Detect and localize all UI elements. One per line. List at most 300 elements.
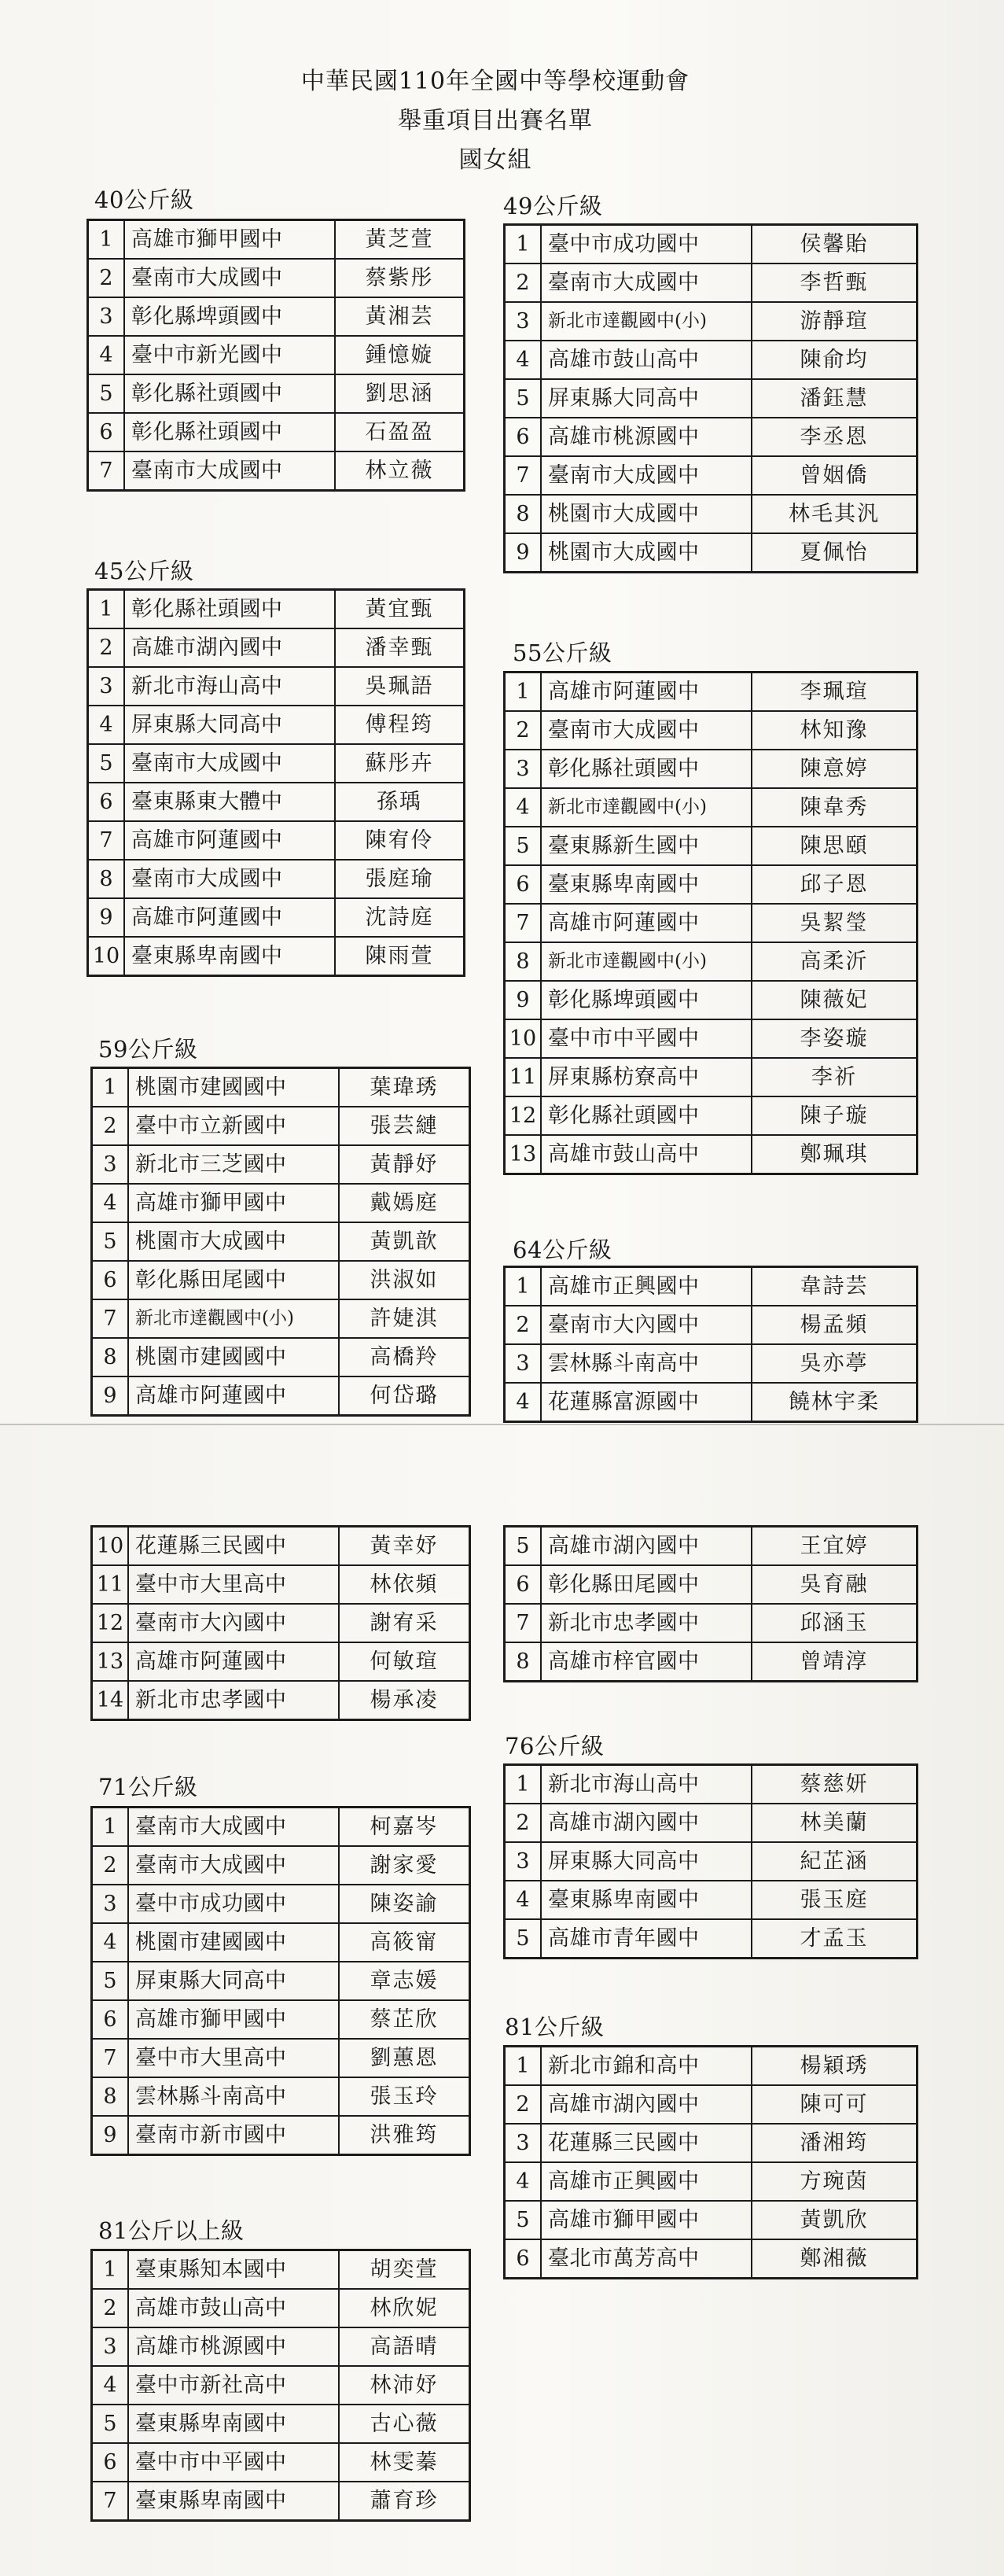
weight-class-71-title: 71公斤級 xyxy=(98,1774,198,1800)
athlete-name: 楊孟頻 xyxy=(752,1306,918,1344)
school-name: 雲林縣斗南高中 xyxy=(128,2077,339,2116)
school-name: 高雄市湖內國中 xyxy=(541,1527,752,1566)
table-row xyxy=(88,336,465,374)
entry-number: 1 xyxy=(505,1267,542,1306)
school-name: 臺南市大成國中 xyxy=(124,451,335,491)
table-row xyxy=(505,263,918,302)
school-name: 屏東縣大同高中 xyxy=(541,379,752,418)
school-name: 彰化縣社頭國中 xyxy=(124,413,335,451)
school-name: 臺東縣東大體中 xyxy=(124,783,335,821)
athlete-name: 葉瑋琇 xyxy=(339,1068,470,1107)
table-row xyxy=(505,495,918,533)
table-row xyxy=(88,220,465,260)
table-row xyxy=(505,1765,918,1804)
athlete-name: 侯馨貽 xyxy=(752,225,918,264)
school-name: 臺北市萬芳高中 xyxy=(541,2239,752,2279)
school-name: 新北市三芝國中 xyxy=(128,1145,339,1184)
athlete-name: 林知豫 xyxy=(752,711,918,750)
weight-class-59-table xyxy=(90,1067,471,1417)
entry-number: 6 xyxy=(92,2443,129,2482)
entry-number: 5 xyxy=(505,2201,542,2239)
athlete-name: 謝宥采 xyxy=(339,1604,470,1642)
entry-number: 4 xyxy=(505,788,542,827)
school-name: 高雄市阿蓮國中 xyxy=(128,1642,339,1681)
entry-number: 2 xyxy=(92,2289,129,2327)
school-name: 高雄市青年國中 xyxy=(541,1919,752,1959)
school-name: 彰化縣社頭國中 xyxy=(541,750,752,788)
entry-number: 6 xyxy=(505,865,542,904)
school-name: 彰化縣田尾國中 xyxy=(541,1565,752,1604)
table-row xyxy=(88,413,465,451)
sheet-page-2 xyxy=(0,1425,1004,2576)
athlete-name: 沈詩庭 xyxy=(335,898,465,937)
athlete-name: 黃凱欣 xyxy=(752,2201,918,2239)
weight-class-81-title: 81公斤級 xyxy=(505,2014,605,2040)
athlete-name: 張庭瑜 xyxy=(335,860,465,898)
table-row xyxy=(92,1923,470,1962)
school-name: 臺南市新市國中 xyxy=(128,2116,339,2155)
table-row xyxy=(88,783,465,821)
athlete-name: 游靜瑄 xyxy=(752,302,918,341)
athlete-name: 劉思涵 xyxy=(335,374,465,413)
table-row xyxy=(505,1096,918,1135)
school-name: 高雄市獅甲國中 xyxy=(541,2201,752,2239)
athlete-name: 陳意婷 xyxy=(752,750,918,788)
weight-class-49-title: 49公斤級 xyxy=(503,193,603,219)
athlete-name: 胡奕萱 xyxy=(339,2250,470,2290)
school-name: 臺東縣卑南國中 xyxy=(128,2482,339,2521)
entry-number: 7 xyxy=(505,456,542,495)
athlete-name: 傅程筠 xyxy=(335,706,465,744)
table-row xyxy=(88,667,465,706)
entry-number: 5 xyxy=(92,1962,129,2000)
entry-number: 10 xyxy=(92,1527,129,1566)
entry-number: 8 xyxy=(505,495,542,533)
school-name: 新北市達觀國中(小) xyxy=(541,302,752,341)
entry-number: 3 xyxy=(505,750,542,788)
school-name: 屏東縣大同高中 xyxy=(128,1962,339,2000)
entry-number: 3 xyxy=(88,297,125,336)
table-row xyxy=(505,1019,918,1058)
table-row xyxy=(505,2239,918,2279)
entry-number: 5 xyxy=(92,2405,129,2443)
entry-number: 1 xyxy=(92,2250,129,2290)
athlete-name: 邱子恩 xyxy=(752,865,918,904)
athlete-name: 黃芝萱 xyxy=(335,220,465,260)
athlete-name: 張芸縺 xyxy=(339,1107,470,1145)
athlete-name: 吳珮語 xyxy=(335,667,465,706)
table-row xyxy=(505,1267,918,1306)
entry-number: 3 xyxy=(92,2327,129,2366)
school-name: 花蓮縣三民國中 xyxy=(128,1527,339,1566)
table-row xyxy=(92,1184,470,1222)
school-name: 高雄市正興國中 xyxy=(541,2162,752,2201)
table-row xyxy=(92,1962,470,2000)
school-name: 桃園市建國國中 xyxy=(128,1338,339,1376)
athlete-name: 才孟玉 xyxy=(752,1919,918,1959)
school-name: 彰化縣社頭國中 xyxy=(124,590,335,629)
table-row xyxy=(92,1565,470,1604)
school-name: 高雄市阿蓮國中 xyxy=(541,904,752,942)
weight-class-59-table-continued xyxy=(90,1525,471,1721)
entry-number: 3 xyxy=(505,1842,542,1881)
weight-class-81-plus-table xyxy=(90,2249,471,2522)
athlete-name: 李姿璇 xyxy=(752,1019,918,1058)
table-row xyxy=(505,302,918,341)
entry-number: 5 xyxy=(505,827,542,865)
table-row xyxy=(92,1068,470,1107)
document-title: 中華民國110年全國中等學校運動會 xyxy=(300,68,690,95)
athlete-name: 高筱甯 xyxy=(339,1923,470,1962)
weight-class-45-table xyxy=(86,588,465,977)
table-row xyxy=(505,1306,918,1344)
school-name: 高雄市湖內國中 xyxy=(541,2085,752,2124)
entry-number: 2 xyxy=(505,1804,542,1842)
school-name: 臺南市大成國中 xyxy=(128,1846,339,1885)
table-row xyxy=(92,2039,470,2077)
athlete-name: 陳韋秀 xyxy=(752,788,918,827)
entry-number: 4 xyxy=(88,706,125,744)
athlete-name: 吳絜瑩 xyxy=(752,904,918,942)
athlete-name: 王宜婷 xyxy=(752,1527,918,1566)
athlete-name: 潘幸甄 xyxy=(335,628,465,667)
entry-number: 3 xyxy=(92,1145,129,1184)
school-name: 臺南市大成國中 xyxy=(124,744,335,783)
table-row xyxy=(92,1808,470,1847)
athlete-name: 楊穎琇 xyxy=(752,2047,918,2086)
athlete-name: 紀芷涵 xyxy=(752,1842,918,1881)
entry-number: 7 xyxy=(92,2039,129,2077)
athlete-name: 劉蕙恩 xyxy=(339,2039,470,2077)
athlete-name: 蔡紫彤 xyxy=(335,259,465,297)
entry-number: 2 xyxy=(505,263,542,302)
entry-number: 12 xyxy=(92,1604,129,1642)
school-name: 桃園市大成國中 xyxy=(541,495,752,533)
athlete-name: 許婕淇 xyxy=(339,1299,470,1338)
table-row xyxy=(505,456,918,495)
school-name: 高雄市獅甲國中 xyxy=(128,2000,339,2039)
athlete-name: 黃湘芸 xyxy=(335,297,465,336)
entry-number: 1 xyxy=(505,673,542,712)
table-row xyxy=(505,1842,918,1881)
table-row xyxy=(88,374,465,413)
school-name: 高雄市阿蓮國中 xyxy=(541,673,752,712)
athlete-name: 楊承凌 xyxy=(339,1681,470,1720)
entry-number: 4 xyxy=(505,1881,542,1919)
table-row xyxy=(92,2405,470,2443)
table-row xyxy=(505,2162,918,2201)
school-name: 高雄市梓官國中 xyxy=(541,1642,752,1682)
entry-number: 2 xyxy=(92,1846,129,1885)
school-name: 臺南市大內國中 xyxy=(541,1306,752,1344)
weight-class-49-table xyxy=(503,223,918,573)
weight-class-45-title: 45公斤級 xyxy=(94,558,194,584)
school-name: 高雄市阿蓮國中 xyxy=(124,898,335,937)
school-name: 臺中市成功國中 xyxy=(128,1885,339,1923)
table-row xyxy=(505,711,918,750)
school-name: 臺中市中平國中 xyxy=(128,2443,339,2482)
school-name: 臺中市中平國中 xyxy=(541,1019,752,1058)
table-row xyxy=(505,418,918,456)
school-name: 臺南市大成國中 xyxy=(128,1808,339,1847)
school-name: 桃園市建國國中 xyxy=(128,1923,339,1962)
entry-number: 1 xyxy=(88,220,125,260)
athlete-name: 吳亦葶 xyxy=(752,1344,918,1383)
athlete-name: 陳思頤 xyxy=(752,827,918,865)
entry-number: 4 xyxy=(92,1184,129,1222)
school-name: 新北市海山高中 xyxy=(124,667,335,706)
school-name: 高雄市阿蓮國中 xyxy=(124,821,335,860)
school-name: 臺中市大里高中 xyxy=(128,2039,339,2077)
entry-number: 8 xyxy=(505,1642,542,1682)
weight-class-71-table xyxy=(90,1806,471,2156)
entry-number: 6 xyxy=(92,2000,129,2039)
entry-number: 7 xyxy=(92,2482,129,2521)
weight-class-40-title: 40公斤級 xyxy=(94,186,194,213)
table-row xyxy=(505,1527,918,1566)
athlete-name: 高橋羚 xyxy=(339,1338,470,1376)
table-row xyxy=(505,379,918,418)
entry-number: 6 xyxy=(88,783,125,821)
entry-number: 10 xyxy=(505,1019,542,1058)
school-name: 高雄市阿蓮國中 xyxy=(128,1376,339,1416)
entry-number: 6 xyxy=(505,1565,542,1604)
athlete-name: 鄭珮琪 xyxy=(752,1135,918,1174)
entry-number: 9 xyxy=(92,2116,129,2155)
table-row xyxy=(505,1135,918,1174)
table-row xyxy=(92,2289,470,2327)
school-name: 花蓮縣三民國中 xyxy=(541,2124,752,2162)
table-row xyxy=(92,1376,470,1416)
table-row xyxy=(505,1881,918,1919)
table-row xyxy=(92,1107,470,1145)
entry-number: 11 xyxy=(92,1565,129,1604)
entry-number: 7 xyxy=(92,1299,129,1338)
table-row xyxy=(92,1527,470,1566)
table-row xyxy=(92,2366,470,2405)
school-name: 桃園市建國國中 xyxy=(128,1068,339,1107)
entry-number: 4 xyxy=(505,341,542,379)
school-name: 高雄市桃源國中 xyxy=(128,2327,339,2366)
school-name: 臺中市新光國中 xyxy=(124,336,335,374)
entry-number: 2 xyxy=(88,628,125,667)
entry-number: 8 xyxy=(88,860,125,898)
school-name: 新北市達觀國中(小) xyxy=(541,942,752,981)
school-name: 高雄市鼓山高中 xyxy=(541,1135,752,1174)
school-name: 臺東縣新生國中 xyxy=(541,827,752,865)
entry-number: 2 xyxy=(505,2085,542,2124)
weight-class-64-table xyxy=(503,1266,918,1423)
school-name: 高雄市正興國中 xyxy=(541,1267,752,1306)
athlete-name: 李丞恩 xyxy=(752,418,918,456)
entry-number: 6 xyxy=(505,2239,542,2279)
entry-number: 9 xyxy=(505,533,542,573)
entry-number: 1 xyxy=(505,1765,542,1804)
athlete-name: 張玉玲 xyxy=(339,2077,470,2116)
table-row xyxy=(92,2327,470,2366)
weight-class-76-title: 76公斤級 xyxy=(505,1733,605,1760)
entry-number: 5 xyxy=(92,1222,129,1261)
athlete-name: 謝家愛 xyxy=(339,1846,470,1885)
table-row xyxy=(505,673,918,712)
table-row xyxy=(92,1885,470,1923)
entry-number: 13 xyxy=(92,1642,129,1681)
school-name: 桃園市大成國中 xyxy=(541,533,752,573)
school-name: 臺南市大成國中 xyxy=(541,263,752,302)
table-row xyxy=(505,827,918,865)
athlete-name: 何敏瑄 xyxy=(339,1642,470,1681)
athlete-name: 張玉庭 xyxy=(752,1881,918,1919)
school-name: 臺中市新社高中 xyxy=(128,2366,339,2405)
athlete-name: 高柔沂 xyxy=(752,942,918,981)
entry-number: 3 xyxy=(88,667,125,706)
table-row xyxy=(505,2124,918,2162)
table-row xyxy=(92,2000,470,2039)
athlete-name: 潘鈺慧 xyxy=(752,379,918,418)
school-name: 彰化縣田尾國中 xyxy=(128,1261,339,1299)
athlete-name: 林欣妮 xyxy=(339,2289,470,2327)
athlete-name: 黃幸妤 xyxy=(339,1527,470,1566)
athlete-name: 蔡芷欣 xyxy=(339,2000,470,2039)
entry-number: 2 xyxy=(505,711,542,750)
table-row xyxy=(505,225,918,264)
entry-number: 3 xyxy=(505,302,542,341)
entry-number: 2 xyxy=(88,259,125,297)
entry-number: 7 xyxy=(88,451,125,491)
entry-number: 8 xyxy=(92,1338,129,1376)
athlete-name: 陳姿諭 xyxy=(339,1885,470,1923)
school-name: 彰化縣埤頭國中 xyxy=(541,981,752,1019)
division-label: 國女組 xyxy=(458,146,532,174)
athlete-name: 石盈盈 xyxy=(335,413,465,451)
table-row xyxy=(88,590,465,629)
entry-number: 7 xyxy=(505,904,542,942)
table-row xyxy=(505,981,918,1019)
athlete-name: 林立薇 xyxy=(335,451,465,491)
entry-number: 7 xyxy=(88,821,125,860)
athlete-name: 蔡慈妍 xyxy=(752,1765,918,1804)
athlete-name: 李祈 xyxy=(752,1058,918,1096)
school-name: 高雄市獅甲國中 xyxy=(128,1184,339,1222)
athlete-name: 林依頻 xyxy=(339,1565,470,1604)
athlete-name: 方琬茵 xyxy=(752,2162,918,2201)
school-name: 屏東縣大同高中 xyxy=(541,1842,752,1881)
athlete-name: 蘇彤卉 xyxy=(335,744,465,783)
weight-class-55-table xyxy=(503,671,918,1175)
table-row xyxy=(505,1344,918,1383)
table-row xyxy=(92,1338,470,1376)
athlete-name: 蕭育珍 xyxy=(339,2482,470,2521)
entry-number: 5 xyxy=(505,1527,542,1566)
school-name: 高雄市鼓山高中 xyxy=(541,341,752,379)
table-row xyxy=(505,2201,918,2239)
table-row xyxy=(92,1604,470,1642)
school-name: 新北市錦和高中 xyxy=(541,2047,752,2086)
athlete-name: 洪雅筠 xyxy=(339,2116,470,2155)
weight-class-76-table xyxy=(503,1763,918,1959)
athlete-name: 柯嘉岑 xyxy=(339,1808,470,1847)
school-name: 彰化縣埤頭國中 xyxy=(124,297,335,336)
athlete-name: 陳子璇 xyxy=(752,1096,918,1135)
school-name: 高雄市湖內國中 xyxy=(541,1804,752,1842)
athlete-name: 何岱璐 xyxy=(339,1376,470,1416)
table-row xyxy=(92,1681,470,1720)
table-row xyxy=(88,259,465,297)
entry-number: 2 xyxy=(505,1306,542,1344)
entry-number: 14 xyxy=(92,1681,129,1720)
school-name: 新北市忠孝國中 xyxy=(128,1681,339,1720)
school-name: 新北市海山高中 xyxy=(541,1765,752,1804)
athlete-name: 黃凱歆 xyxy=(339,1222,470,1261)
table-row xyxy=(505,341,918,379)
table-row xyxy=(505,1604,918,1642)
table-row xyxy=(505,1383,918,1422)
entry-number: 6 xyxy=(505,418,542,456)
school-name: 彰化縣社頭國中 xyxy=(124,374,335,413)
entry-number: 4 xyxy=(92,1923,129,1962)
athlete-name: 李珮瑄 xyxy=(752,673,918,712)
weight-class-40-table xyxy=(86,219,465,492)
table-row xyxy=(88,451,465,491)
athlete-name: 陳俞均 xyxy=(752,341,918,379)
table-row xyxy=(92,2116,470,2155)
entry-number: 11 xyxy=(505,1058,542,1096)
table-row xyxy=(505,1565,918,1604)
school-name: 雲林縣斗南高中 xyxy=(541,1344,752,1383)
entry-number: 4 xyxy=(92,2366,129,2405)
athlete-name: 夏佩怡 xyxy=(752,533,918,573)
table-row xyxy=(88,821,465,860)
school-name: 高雄市鼓山高中 xyxy=(128,2289,339,2327)
document-subtitle: 舉重項目出賽名單 xyxy=(398,107,593,135)
entry-number: 7 xyxy=(505,1604,542,1642)
athlete-name: 高語晴 xyxy=(339,2327,470,2366)
school-name: 屏東縣大同高中 xyxy=(124,706,335,744)
entry-number: 5 xyxy=(505,1919,542,1959)
table-row xyxy=(92,2482,470,2521)
school-name: 臺南市大成國中 xyxy=(124,860,335,898)
athlete-name: 古心薇 xyxy=(339,2405,470,2443)
school-name: 桃園市大成國中 xyxy=(128,1222,339,1261)
table-row xyxy=(505,1804,918,1842)
school-name: 屏東縣枋寮高中 xyxy=(541,1058,752,1096)
table-row xyxy=(92,1261,470,1299)
school-name: 臺東縣卑南國中 xyxy=(541,1881,752,1919)
entry-number: 4 xyxy=(505,1383,542,1422)
entry-number: 13 xyxy=(505,1135,542,1174)
table-row xyxy=(505,1058,918,1096)
entry-number: 9 xyxy=(88,898,125,937)
athlete-name: 戴嫣庭 xyxy=(339,1184,470,1222)
table-row xyxy=(88,744,465,783)
athlete-name: 潘湘筠 xyxy=(752,2124,918,2162)
athlete-name: 李哲甄 xyxy=(752,263,918,302)
athlete-name: 洪淑如 xyxy=(339,1261,470,1299)
school-name: 臺東縣卑南國中 xyxy=(128,2405,339,2443)
entry-number: 1 xyxy=(505,2047,542,2086)
table-row xyxy=(92,1846,470,1885)
school-name: 高雄市桃源國中 xyxy=(541,418,752,456)
athlete-name: 陳可可 xyxy=(752,2085,918,2124)
entry-number: 1 xyxy=(92,1808,129,1847)
table-row xyxy=(88,628,465,667)
school-name: 臺中市成功國中 xyxy=(541,225,752,264)
entry-number: 9 xyxy=(92,1376,129,1416)
table-row xyxy=(88,898,465,937)
table-row xyxy=(505,1919,918,1959)
weight-class-64-title: 64公斤級 xyxy=(513,1236,612,1263)
table-row xyxy=(88,297,465,336)
